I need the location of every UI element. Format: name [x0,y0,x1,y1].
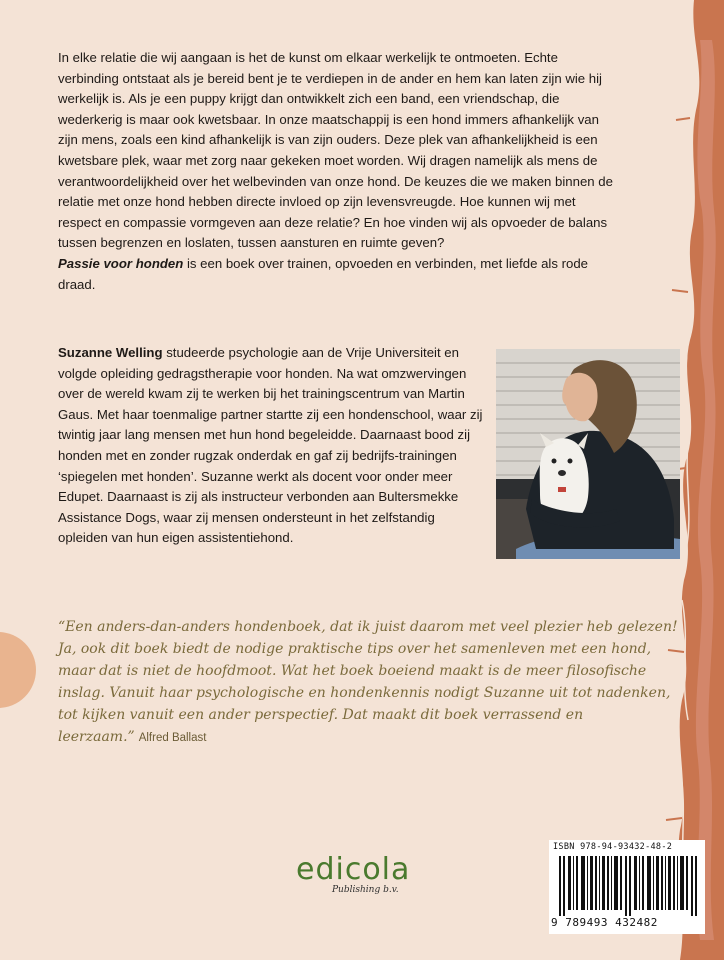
publisher-name: edicola [296,852,411,887]
barcode-digits: 9 789493 432482 [551,916,658,929]
publisher-tagline: Publishing b.v. [332,885,399,895]
book-title: Passie voor honden [58,255,184,271]
blurb-paragraph: In elke relatie die wij aangaan is het de kunst om elkaar werkelijk te ontmoeten. Echte verbinding ontstaat als je bereid bent je te verdiepen in de ander en hem kan laten zijn wie hij werkelijk is. Als je een puppy krijgt dan ontwikkelt zich een band, een vriendschap, die wederkerig is maar ook kwetsbaar. In onze maatschappij is een hond immers afhankelijk van zijn mens, zoals een kind afhankelijk is van zijn ouders. Deze plek van afhankelijkheid is een kwetsbare plek, waar met zorg naar gekeken moet worden. Wij dragen namelijk als mens de verantwoordelijkheid over het welbevinden van onze hond. De keuzes die we maken binnen de relatie met onze hond hebben directe invloed op zijn levensvreugde. Hoe kunnen wij met respect en compassie vormgeven aan deze relatie? En hoe vinden wij als opvoeder de balans tussen begrenzen en loslaten, tussen aansturen en ruimte geven? [58,50,613,251]
book-blurb [58,48,618,295]
barcode-icon [559,856,699,916]
review-quote [58,616,678,749]
review-quote-author: Alfred Ballast [138,732,207,744]
isbn-label: ISBN 978-94-93432-48-2 [553,842,673,852]
author-photo [496,349,680,559]
author-name: Suzanne Welling [58,345,163,360]
author-bio [58,343,488,549]
publisher-logo [296,853,436,913]
blurb-closing: is een boek over trainen, opvoeden en verbinden, met liefde als rode draad. [58,255,589,292]
author-bio-text: studeerde psychologie aan de Vrije Universiteit en volgde opleiding gedragstherapie voor honden. Na wat omzwervingen over de wereld kwam zij te werken bij het trainingscentrum van Martin Gaus. Met haar toenmalige partner startte zij een hondenschool, waar zij twintig jaar lang mensen met hun hond begeleidde. Daarnaast bood zij honden met en zonder rugzak onderdak en gaf zij bedrijfs-trainingen ‘spiegelen met honden’. Suzanne werkt als docent voor onder meer Edupet. Daarnaast is zij als instructeur verbonden aan Bultersmekke Assistance Dogs, waar zij mensen ondersteunt in het zelfstandig opleiden van hun eigen assistentiehond. [58,345,483,546]
isbn-barcode-box [549,840,705,934]
review-quote-text: “Een anders-dan-anders hondenboek, dat ik juist daarom met veel plezier heb gelezen! Ja, ook dit boek biedt de nodige praktische tips over het samenleven met een hond, maar dat is niet de hoofdmoot. Wat het boek boeiend maakt is de meer filosofische inslag. Vanuit haar psychologische en hondenkennis nodigt Suzanne uit tot nadenken, tot kijken vanuit een ander perspectief. Dat maakt dit boek verrassend en leerzaam.” [58,619,678,745]
